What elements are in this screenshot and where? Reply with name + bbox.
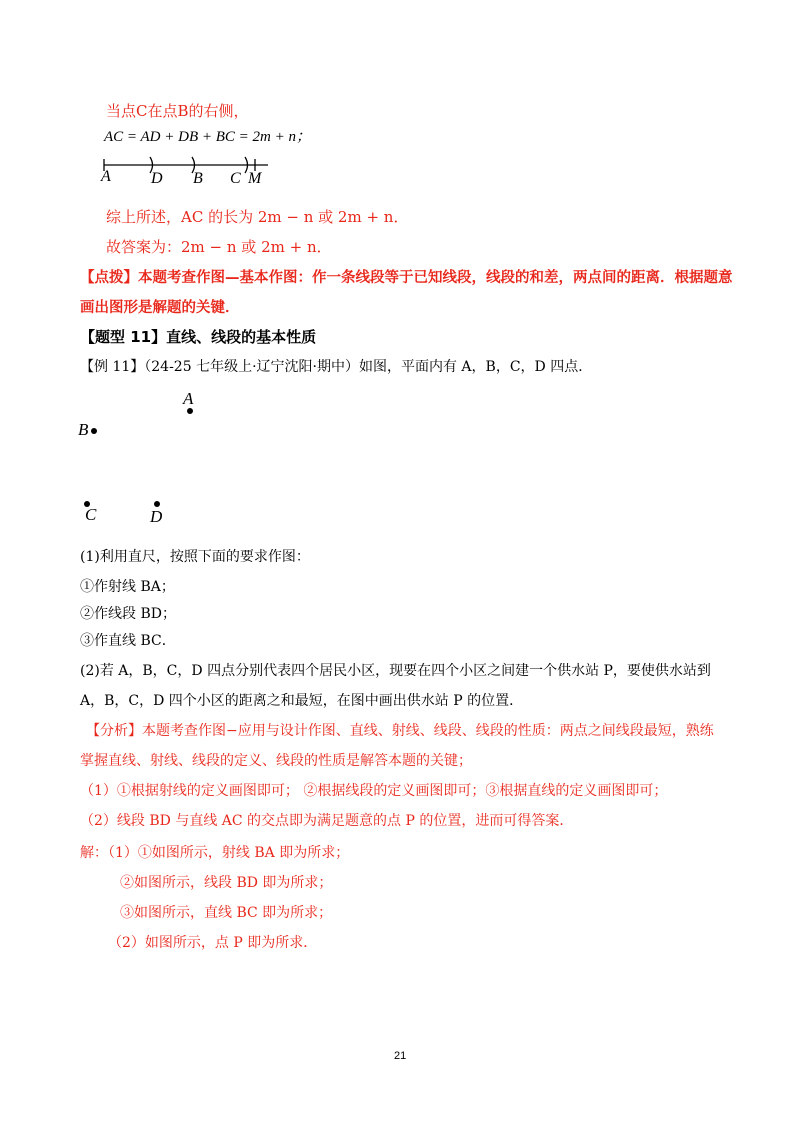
section-title: 【题型 11】直线、线段的基本性质 bbox=[80, 328, 317, 346]
tip-line-2: 画出图形是解题的关键． bbox=[80, 300, 240, 316]
question-2-line-2: A，B，C，D 四个小区的距离之和最短，在图中画出供水站 P 的位置． bbox=[80, 693, 524, 709]
solution-line-2: ②如图所示，线段 BD 即为所求； bbox=[120, 875, 333, 891]
analysis-line-4: （2）线段 BD 与直线 AC 的交点即为满足题意的点 P 的位置，进而可得答案． bbox=[80, 813, 574, 829]
question-1a: ①作射线 BA； bbox=[80, 579, 175, 595]
point-b-label: B bbox=[78, 420, 89, 439]
example-intro: 【例 11】（24-25 七年级上·辽宁沈阳·期中）如图，平面内有 A，B，C，D 四点． bbox=[80, 359, 593, 375]
answer-line: 故答案为：2m − n 或 2m + n． bbox=[106, 238, 332, 256]
label-m: M bbox=[248, 170, 262, 187]
page-number: 21 bbox=[394, 1050, 407, 1062]
summary-line: 综上所述，AC 的长为 2m − n 或 2m + n． bbox=[106, 208, 409, 226]
label-c: C bbox=[230, 170, 241, 187]
analysis-line-3: （1）①根据射线的定义画图即可； ②根据线段的定义画图即可；③根据直线的定义画图即可； bbox=[80, 783, 668, 799]
question-1: (1)利用直尺，按照下面的要求作图： bbox=[80, 549, 310, 565]
analysis-line-1: 【分析】本题考查作图−应用与设计作图、直线、射线、线段、线段的性质：两点之间线段最短，熟练 bbox=[86, 723, 714, 739]
analysis-line-2: 掌握直线、射线、线段的定义、线段的性质是解答本题的关键； bbox=[80, 753, 472, 769]
solution-line-4: （2）如图所示，点 P 即为所求． bbox=[108, 935, 318, 951]
point-a-label: A bbox=[183, 389, 194, 408]
case-c-right-of-b: 当点C在点B的右侧， bbox=[106, 102, 249, 120]
tip-line-1: 【点拨】本题考查作图—基本作图：作一条线段等于已知线段，线段的和差，两点间的距离．根据题意 bbox=[80, 270, 733, 286]
solution-line-3: ③如图所示，直线 BC 即为所求； bbox=[120, 905, 333, 921]
label-b: B bbox=[193, 170, 203, 187]
question-1b: ②作线段 BD； bbox=[80, 606, 176, 622]
label-a: A bbox=[101, 168, 111, 185]
question-1c: ③作直线 BC． bbox=[80, 633, 176, 649]
point-a-dot bbox=[187, 408, 193, 414]
point-d-label: D bbox=[150, 507, 163, 526]
question-2-line-1: (2)若 A，B，C，D 四点分别代表四个居民小区，现要在四个小区之间建一个供水站 P，要使供水站到 bbox=[80, 663, 711, 679]
solution-line-1: 解：（1）①如图所示，射线 BA 即为所求； bbox=[80, 845, 350, 861]
label-d: D bbox=[151, 170, 163, 187]
ac-sum-equation: AC = AD + DB + BC = 2m + n； bbox=[104, 129, 311, 145]
point-b-dot bbox=[91, 428, 97, 434]
point-c-label: C bbox=[85, 505, 97, 524]
